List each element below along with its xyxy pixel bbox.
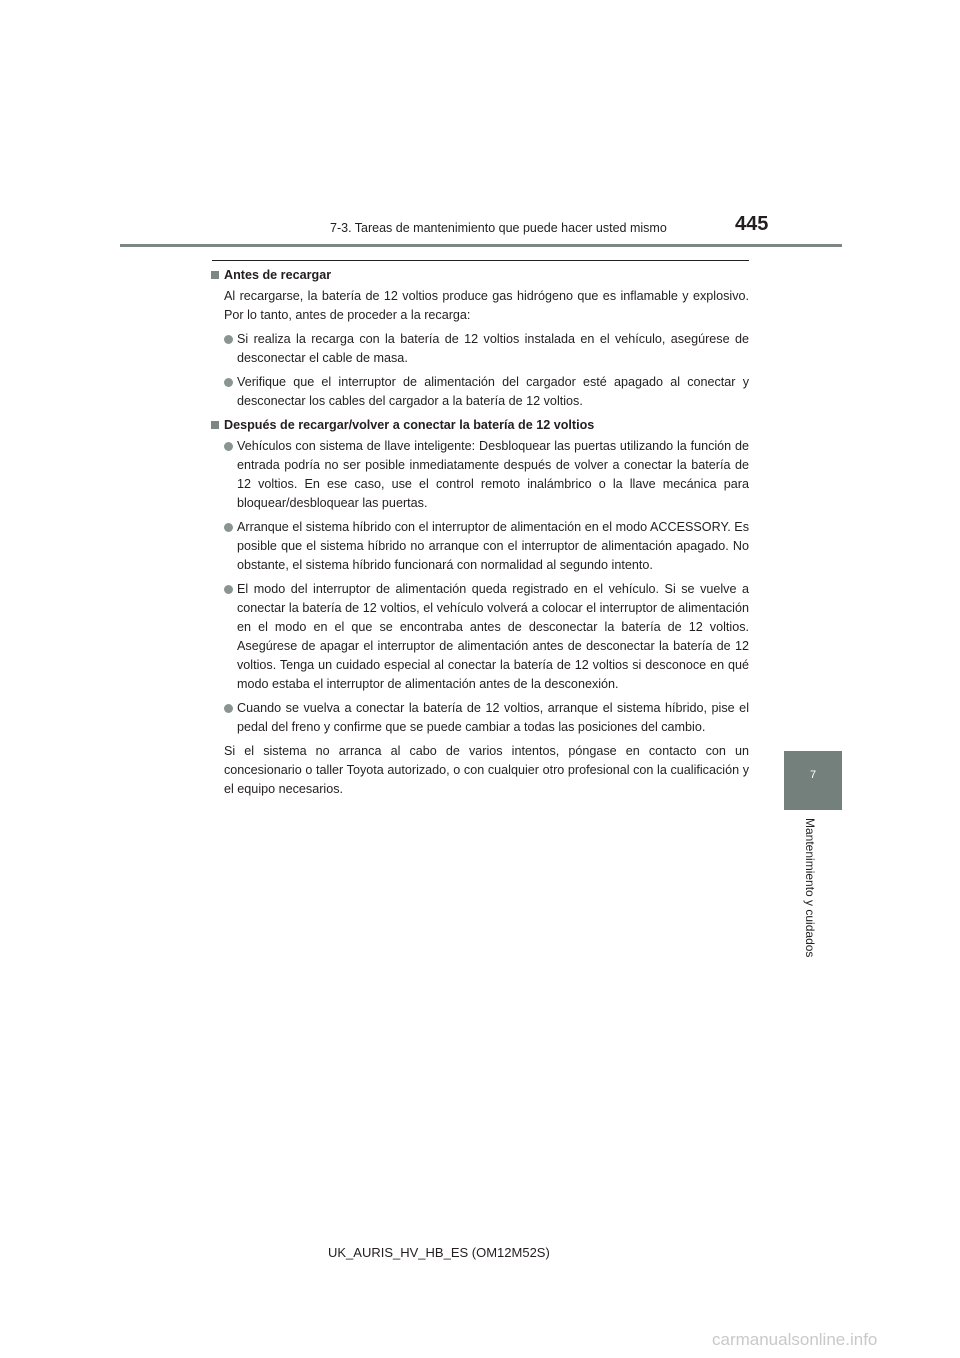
circle-bullet-icon xyxy=(224,523,233,532)
list-item-text: Si realiza la recarga con la batería de 12 voltios instalada en el vehículo, asegúrese de desconectar el cable de masa. xyxy=(237,332,749,365)
section-number: 7 xyxy=(809,769,817,781)
section-heading xyxy=(211,266,749,285)
paragraph: Al recargarse, la batería de 12 voltios produce gas hidrógeno que es inflamable y explosivo. Por lo tanto, antes de proceder a la recarga: xyxy=(224,289,749,322)
list-item-text: Verifique que el interruptor de alimentación del cargador esté apagado al conectar y desconectar los cables del cargador a la batería de 12 voltios. xyxy=(237,375,749,408)
list-item xyxy=(224,330,749,368)
header-title: 7-3. Tareas de mantenimiento que puede hacer usted mismo xyxy=(330,221,667,235)
list-item-text: El modo del interruptor de alimentación queda registrado en el vehículo. Si se vuelve a conectar la batería de 12 voltios, el vehículo volverá a colocar el interruptor de alimentación en el modo en el que se encontraba antes de desconectar la batería de 12 voltios. Asegúrese de apagar el interruptor de alimentación antes de desconectar la batería de 12 voltios. Tenga un cuidado especial al conectar la batería de 12 voltios si desconoce en qué modo estaba el interruptor de alimentación antes de la desconexión. xyxy=(237,582,749,691)
circle-bullet-icon xyxy=(224,378,233,387)
circle-bullet-icon xyxy=(224,442,233,451)
list-item xyxy=(224,437,749,513)
circle-bullet-icon xyxy=(224,585,233,594)
heading-text: Después de recargar/volver a conectar la batería de 12 voltios xyxy=(224,418,595,432)
document-code: UK_AURIS_HV_HB_ES (OM12M52S) xyxy=(328,1245,550,1260)
circle-bullet-icon xyxy=(224,335,233,344)
list-item xyxy=(224,518,749,575)
list-item-text: Vehículos con sistema de llave inteligente: Desbloquear las puertas utilizando la función de entrada podría no ser posible inmediatamente después de volver a conectar la batería de 12 voltios. En ese caso, use el control remoto inalámbrico o la llave mecánica para bloquear/desbloquear las puertas. xyxy=(237,439,749,510)
list-item-text: Cuando se vuelva a conectar la batería de 12 voltios, arranque el sistema híbrido, pise el pedal del freno y confirme que se puede cambiar a todas las posiciones del cambio. xyxy=(237,701,749,734)
page-content xyxy=(211,266,749,804)
list-item xyxy=(224,580,749,694)
square-bullet-icon xyxy=(211,271,219,279)
section-tab[interactable] xyxy=(784,751,842,810)
paragraph: Si el sistema no arranca al cabo de varios intentos, póngase en contacto con un concesionario o taller Toyota autorizado, o con cualquier otro profesional con la cualificación y el equipo necesarios. xyxy=(224,744,749,796)
list-item-text: Arranque el sistema híbrido con el interruptor de alimentación en el modo ACCESSORY. Es posible que el sistema híbrido no arranque con el interruptor de alimentación apagado. No obstante, el sistema híbrido funcionará con normalidad al segundo intento. xyxy=(237,520,749,572)
heading-text: Antes de recargar xyxy=(224,268,332,282)
section-heading xyxy=(211,416,749,435)
header-rule xyxy=(120,244,842,247)
section-label: Mantenimiento y cuidados xyxy=(803,818,817,958)
list-item xyxy=(224,699,749,737)
page-number: 445 xyxy=(735,213,769,235)
list-item xyxy=(224,373,749,411)
watermark: carmanualsonline.info xyxy=(712,1330,878,1349)
content-rule xyxy=(212,260,749,261)
square-bullet-icon xyxy=(211,421,219,429)
circle-bullet-icon xyxy=(224,704,233,713)
